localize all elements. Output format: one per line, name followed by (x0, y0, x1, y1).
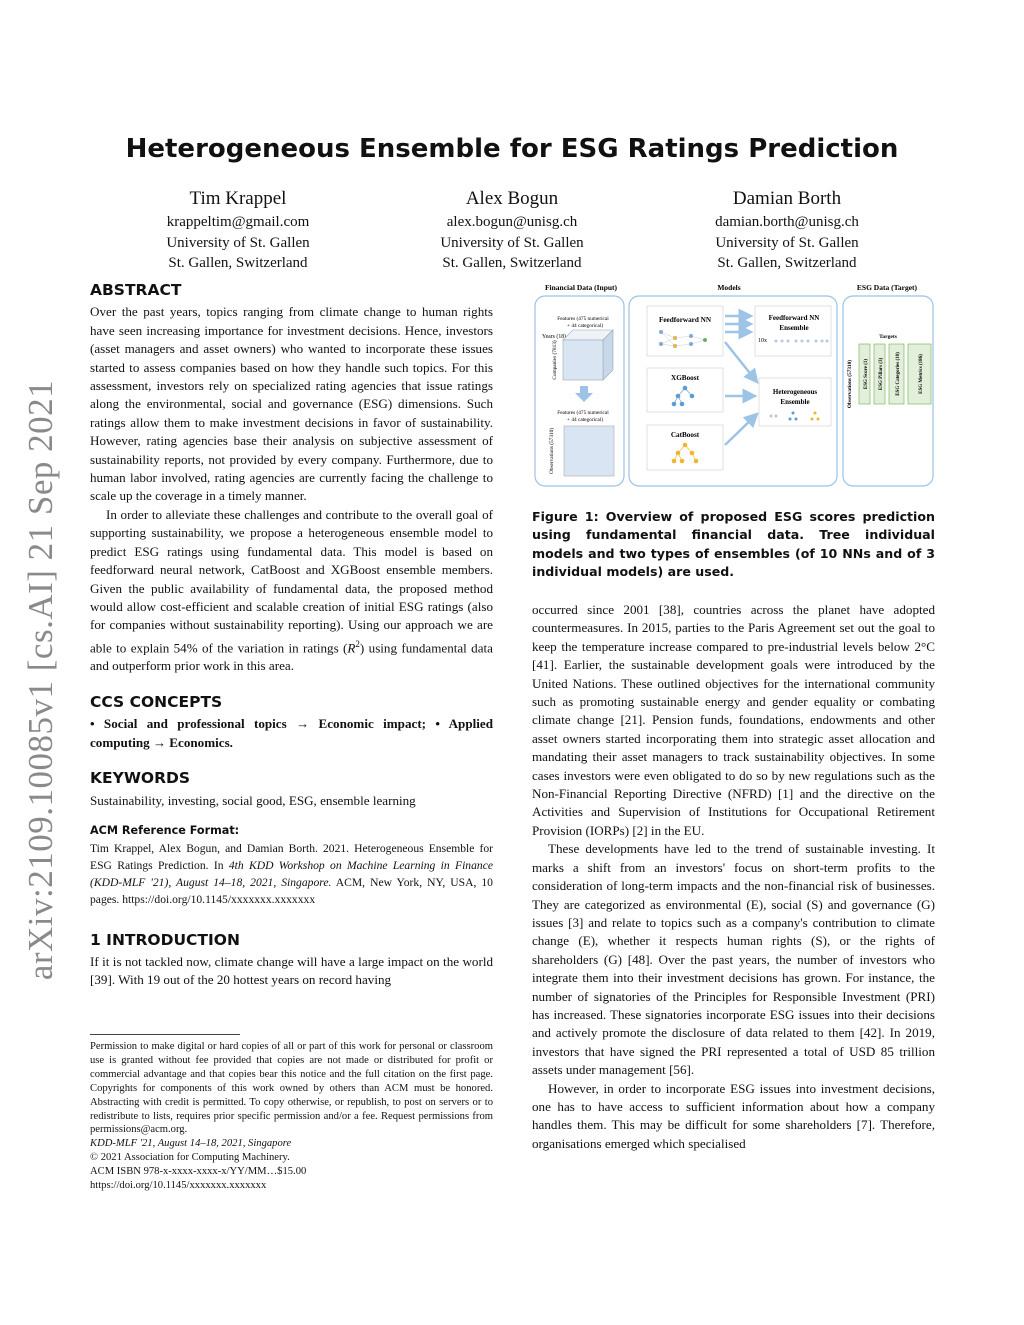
data-cube (563, 330, 613, 380)
column-label-models: Models (717, 283, 741, 292)
target-observations-label: Observations (57310) (847, 359, 853, 409)
permission-notice: Permission to make digital or hard copies of all or part of this work for personal or classroom use is granted without fee provided that copies are not made or distributed for profit or commercial advantage and that copies bear this notice and the full citation on the first page. Copyrights for components of this work owned by others than ACM must be honored. Abstracting with credit is permitted. To copy otherwise, or republish, to post on servers or to redistribute to lists, requires prior specific permission and/or a fee. Request permissions from permissions@acm.org. (90, 1041, 493, 1136)
author-name: Tim Krappel (189, 188, 287, 209)
intro-paragraph-right-1: occurred since 2001 [38], countries across the planet have adopted countermeasures. In 2015, parties to the Paris Agreement set out the goal to keep the temperature increase compared to pre-industrial levels below 2°C [41]. Earlier, the sustainable development goals were introduced by the United Nations. These outlined objectives for the international community such as promoting sustainable energy and gender equality or combating climate change [21]. Pension funds, foundations, endowments and other asset owners started incorporating them into strategic asset allocation and mandating their asset managers to track sustainability objectives. In some cases investors were even obligated to do so by new regulations such as the Non-Financial Reporting Directive (NFRD) [1] and the directive on the Activities and Supervision of Institutions for Occupational Retirement Provision (IORPs) [2] in the EU. (532, 602, 935, 838)
right-column (532, 601, 935, 1153)
paper-title: Heterogeneous Ensemble for ESG Ratings Prediction (125, 134, 899, 164)
author-location: St. Gallen, Switzerland (168, 255, 308, 271)
companies-label: Companies (7813) (552, 340, 558, 380)
observations-label: Observations (57310) (549, 427, 555, 475)
acm-reference-text: Tim Krappel, Alex Bogun, and Damian Borth. 2021. Heterogeneous Ensemble for ESG Ratings Prediction. In 4th KDD Workshop on Machine Learning in Finance (KDD-MLF '21), August 14–18, 2021, Singapore. ACM, New York, NY, USA, 10 pages. https://doi.org/10.1145/xxxxxxx.xxxxxxx (90, 842, 493, 906)
model-label-heterogeneous-2: Ensemble (780, 398, 810, 406)
abstract-paragraph-2: In order to alleviate these challenges and contribute to the overall goal of supporting sustainability, we propose a heterogeneous ensemble model to predict ESG ratings using fundamental data. This model is based on feedforward neural network, CatBoost and XGBoost ensemble members. Given the public availability of fundamental data, the proposed method would allow cost-efficient and scalable creation of initial ESG ratings (also for companies without sustainability reporting). Using our approach we are able to explain 54% of the variation in ratings $(R^2)$ using fundamental data and outperform prior work in this area. (90, 506, 493, 674)
arxiv-id: arXiv:2109.10085v1 [cs.AI] 21 Sep 2021 (21, 379, 60, 981)
abstract-heading: ABSTRACT (90, 281, 182, 299)
figure-caption: Figure 1: Overview of proposed ESG scores prediction using fundamental financial data. Tree individual models and two types of ensembles (of 10 NNs and of 3 individual models) are used. (532, 509, 935, 580)
author-location: St. Gallen, Switzerland (442, 255, 582, 271)
model-box-ffnn (647, 306, 723, 356)
author-name: Alex Bogun (465, 188, 559, 209)
figure-diagram (533, 280, 935, 490)
author-location: St. Gallen, Switzerland (717, 255, 857, 271)
acm-reference-heading: ACM Reference Format: (90, 823, 240, 837)
author-affiliation: University of St. Gallen (715, 234, 859, 251)
introduction-heading: 1 INTRODUCTION (90, 930, 240, 949)
ccs-heading: CCS CONCEPTS (90, 692, 223, 711)
model-label-xgboost: XGBoost (671, 374, 699, 382)
target-esg-categories: ESG Categories (10) (896, 352, 901, 396)
target-esg-pillars: ESG Pillars (3) (879, 357, 884, 391)
author-affiliation: University of St. Gallen (440, 234, 584, 251)
targets-label: Targets (879, 334, 897, 340)
features-label-bottom-2: + 44 categorical) (567, 417, 603, 423)
copyright-line: © 2021 Association for Computing Machinery. (90, 1152, 290, 1164)
features-label-top-2: + 44 categorical) (567, 323, 603, 329)
ten-times-label: 10x (758, 338, 767, 344)
venue-line: KDD-MLF '21, August 14–18, 2021, Singapore (90, 1138, 292, 1150)
footnote-rule (90, 1034, 240, 1035)
down-arrow (575, 386, 593, 402)
keywords-text: Sustainability, investing, social good, ESG, ensemble learning (90, 792, 416, 808)
isbn-line: ACM ISBN 978-x-xxxx-xxxx-x/YY/MM…$15.00 (90, 1166, 307, 1178)
features-label-top: Features (475 numerical (557, 316, 609, 322)
observations-matrix (564, 426, 614, 476)
doi-line: https://doi.org/10.1145/xxxxxxx.xxxxxxx (90, 1180, 267, 1192)
model-label-ffnn-ensemble: Feedforward NN (768, 314, 820, 322)
left-column (90, 281, 493, 990)
target-esg-score: ESG Score (1) (864, 358, 869, 390)
model-arrows (725, 316, 757, 445)
author-affiliation: University of St. Gallen (166, 234, 310, 251)
ccs-text: • Social and professional topics → Economic impact; • Applied computing → Economics. (90, 716, 493, 750)
author-email: krappeltim@gmail.com (166, 214, 310, 230)
model-label-heterogeneous: Heterogeneous (772, 388, 818, 396)
author-block (108, 186, 368, 274)
intro-paragraph-right-3: However, in order to incorporate ESG issues into investment decisions, one has to have access to sufficient information about how a company handles them. This may be difficult for some shareholders [7]. Therefore, organisations emerged which specialised (532, 1080, 935, 1151)
model-label-catboost: CatBoost (670, 431, 700, 439)
model-label-ffnn: Feedforward NN (658, 316, 712, 324)
author-block (382, 186, 642, 274)
intro-paragraph-right-2: These developments have led to the trend of sustainable investing. It marks a shift from an investors' focus on short-term profits to the consideration of long-term impacts and the non-financial risk of businesses. They are categorized as environmental (E), social (S) and governance (G) issues [3] and relate to topics such as a company's contribution to climate change (E), whether it respects human rights (S), or the rights of shareholders (G) [48]. Over the past years, the number of investors who integrate them into their investment decisions has grown. For instance, the number of signatories of the Principles for Responsible Investment (PRI) has increased. These signatories incorporate ESG issues into their decisions and actively promote the disclosure of data related to them [42]. In 2019, investors that have signed the PRI represented a total of USD 85 trillion assets under management [56]. (532, 841, 935, 1078)
features-label-bottom: Features (475 numerical (557, 410, 609, 416)
author-name: Damian Borth (732, 188, 842, 209)
intro-paragraph-left: If it is not tackled now, climate change will have a large impact on the world [39]. With 19 out of the 20 hottest years on record having (90, 953, 493, 988)
column-label-target: ESG Data (Target) (856, 283, 918, 292)
author-block (657, 186, 917, 274)
author-email: damian.borth@unisg.ch (715, 214, 859, 230)
arxiv-stamp (6, 379, 76, 981)
footnote (90, 1040, 493, 1193)
abstract-paragraph-1: Over the past years, topics ranging from climate change to human rights have seen increasing importance for investment decisions. Hence, investors (asset managers and asset owners) who wanted to incorporate these issues started to assess companies based on how they handle such topics. For this assessment, investors rely on specialized rating agencies that issue ratings along the environmental, social and governance (ESG) dimensions. Such ratings allow them to make investment decisions in favor of sustainability. However, rating agencies base their analysis on subjective assessment of sustainability reports, not provided by every company. Furthermore, due to human labor involved, rating agencies are currently facing the challenge to scale up the coverage in a timely manner. (90, 304, 493, 504)
target-esg-metrics: ESG Metrics (186) (919, 354, 924, 394)
author-email: alex.bogun@unisg.ch (446, 214, 578, 230)
years-label: Years (18) (542, 334, 567, 340)
column-label-input: Financial Data (Input) (544, 283, 618, 292)
keywords-heading: KEYWORDS (90, 769, 191, 788)
model-label-ffnn-ensemble-2: Ensemble (779, 324, 809, 332)
